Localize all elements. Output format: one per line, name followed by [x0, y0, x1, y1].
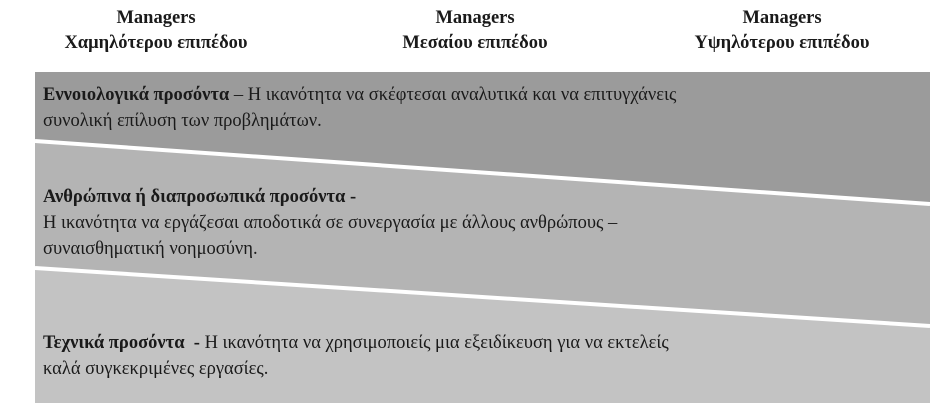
human-skills-text — [43, 184, 617, 262]
conceptual-skills-line2: συνολική επίλυση των προβλημάτων. — [43, 111, 322, 131]
header-higher-line1: Managers — [742, 8, 822, 28]
header-lower-level-managers — [8, 6, 304, 56]
human-skills-title: Ανθρώπινα ή διαπροσωπικά προσόντα - — [43, 187, 357, 207]
header-middle-level-managers — [327, 6, 623, 56]
conceptual-skills-title: Εννοιολογικά προσόντα — [43, 85, 230, 105]
human-skills-line2: συναισθηματική νοημοσύνη. — [43, 239, 258, 259]
technical-skills-line1: Η ικανότητα να χρησιμοποιείς μια εξειδίκευση για να εκτελείς — [204, 333, 669, 353]
conceptual-skills-text — [43, 82, 676, 134]
technical-skills-title: Τεχνικά προσόντα — [43, 333, 185, 353]
conceptual-skills-line1: Η ικανότητα να σκέφτεσαι αναλυτικά και να επιτυγχάνεις — [247, 85, 677, 105]
header-middle-line1: Managers — [435, 8, 515, 28]
human-skills-line1: Η ικανότητα να εργάζεσαι αποδοτικά σε συνεργασία με άλλους ανθρώπους – — [43, 213, 618, 233]
header-middle-line2: Μεσαίου επιπέδου — [402, 33, 548, 53]
technical-skills-separator: - — [184, 333, 205, 353]
conceptual-skills-separator: – — [229, 85, 248, 105]
header-lower-line1: Managers — [116, 8, 196, 28]
technical-skills-text — [43, 330, 669, 382]
header-higher-line2: Υψηλότερου επιπέδου — [694, 33, 870, 53]
header-higher-level-managers — [634, 6, 930, 56]
header-lower-line2: Χαμηλότερου επιπέδου — [64, 33, 248, 53]
technical-skills-line2: καλά συγκεκριμένες εργασίες. — [43, 359, 269, 379]
